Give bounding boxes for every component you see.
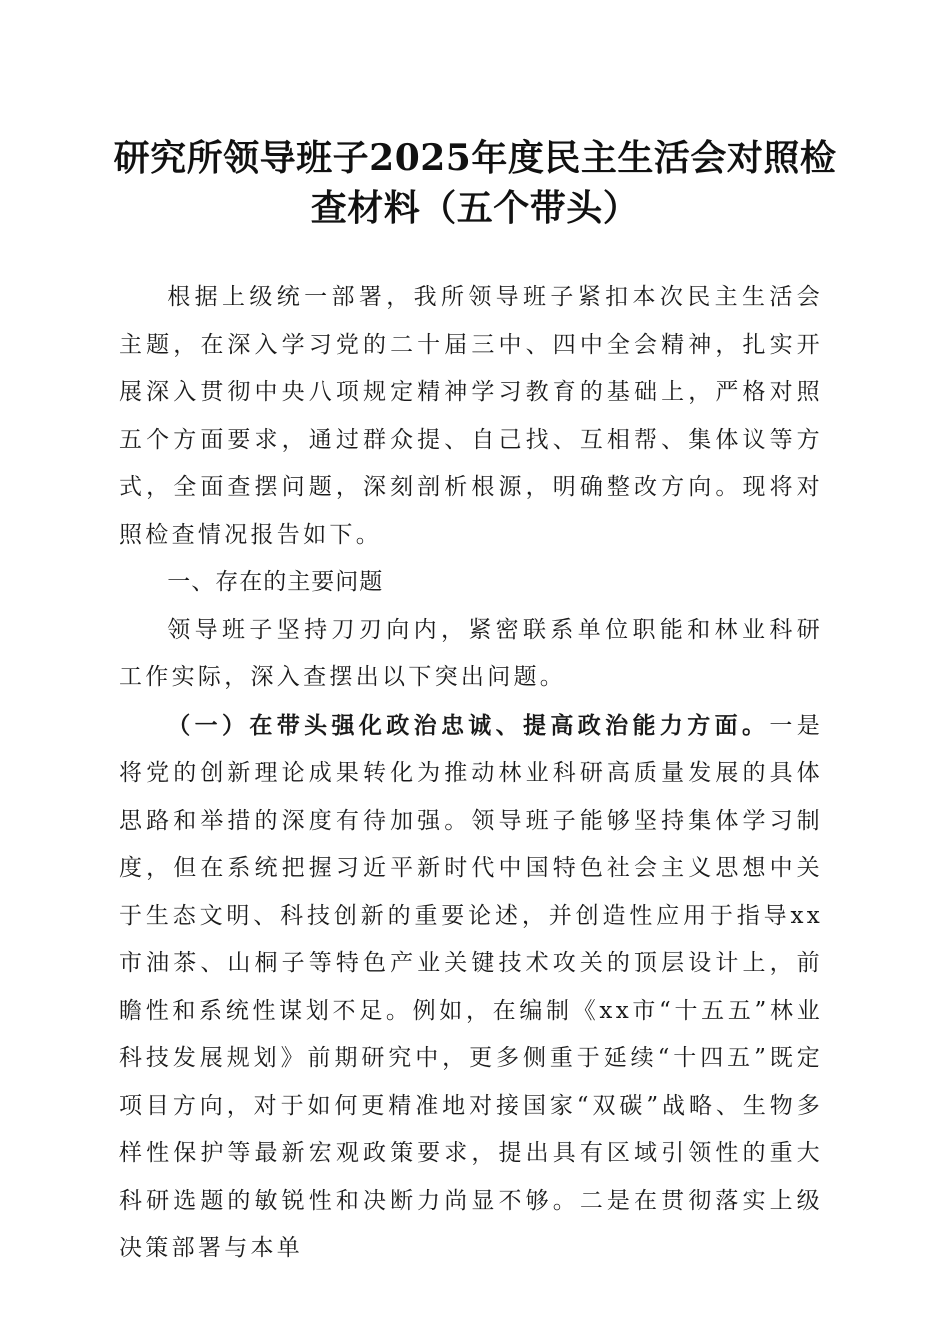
document-body: [119, 274, 823, 1273]
item-1-heading: （一）在带头强化政治忠诚、提高政治能力方面。: [167, 711, 770, 739]
title-line-2: 查材料（五个带头）: [310, 187, 640, 229]
section-heading-1: 一、存在的主要问题: [167, 569, 384, 595]
intro-paragraph: 根据上级统一部署，我所领导班子紧扣本次民主生活会主题，在深入学习党的二十届三中、四中全会精神，扎实开展深入贯彻中央八项规定精神学习教育的基础上，严格对照五个方面要求，通过群众提、自己找、互相帮、集体议等方式，全面查摆问题，深刻剖析根源，明确整改方向。现将对照检查情况报告如下。: [119, 284, 823, 548]
document-title: [90, 133, 860, 233]
item-1-paragraph: [119, 702, 823, 1273]
title-line-1: 研究所领导班子2025年度民主生活会对照检: [113, 137, 837, 179]
section-1-intro-paragraph: 领导班子坚持刀刃向内，紧密联系单位职能和林业科研工作实际，深入查摆出以下突出问题。: [119, 616, 823, 690]
item-1-text: 一是将党的创新理论成果转化为推动林业科研高质量发展的具体思路和举措的深度有待加强。领导班子能够坚持集体学习制度，但在系统把握习近平新时代中国特色社会主义思想中关于生态文明、科技创新的重要论述，并创造性应用于指导xx市油茶、山桐子等特色产业关键技术攻关的顶层设计上，前瞻性和系统性谋划不足。例如，在编制《xx市“十五五”林业科技发展规划》前期研究中，更多侧重于延续“十四五”既定项目方向，对于如何更精准地对接国家“双碳”战略、生物多样性保护等最新宏观政策要求，提出具有区域引领性的重大科研选题的敏锐性和决断力尚显不够。二是在贯彻落实上级决策部署与本单: [119, 712, 823, 1261]
